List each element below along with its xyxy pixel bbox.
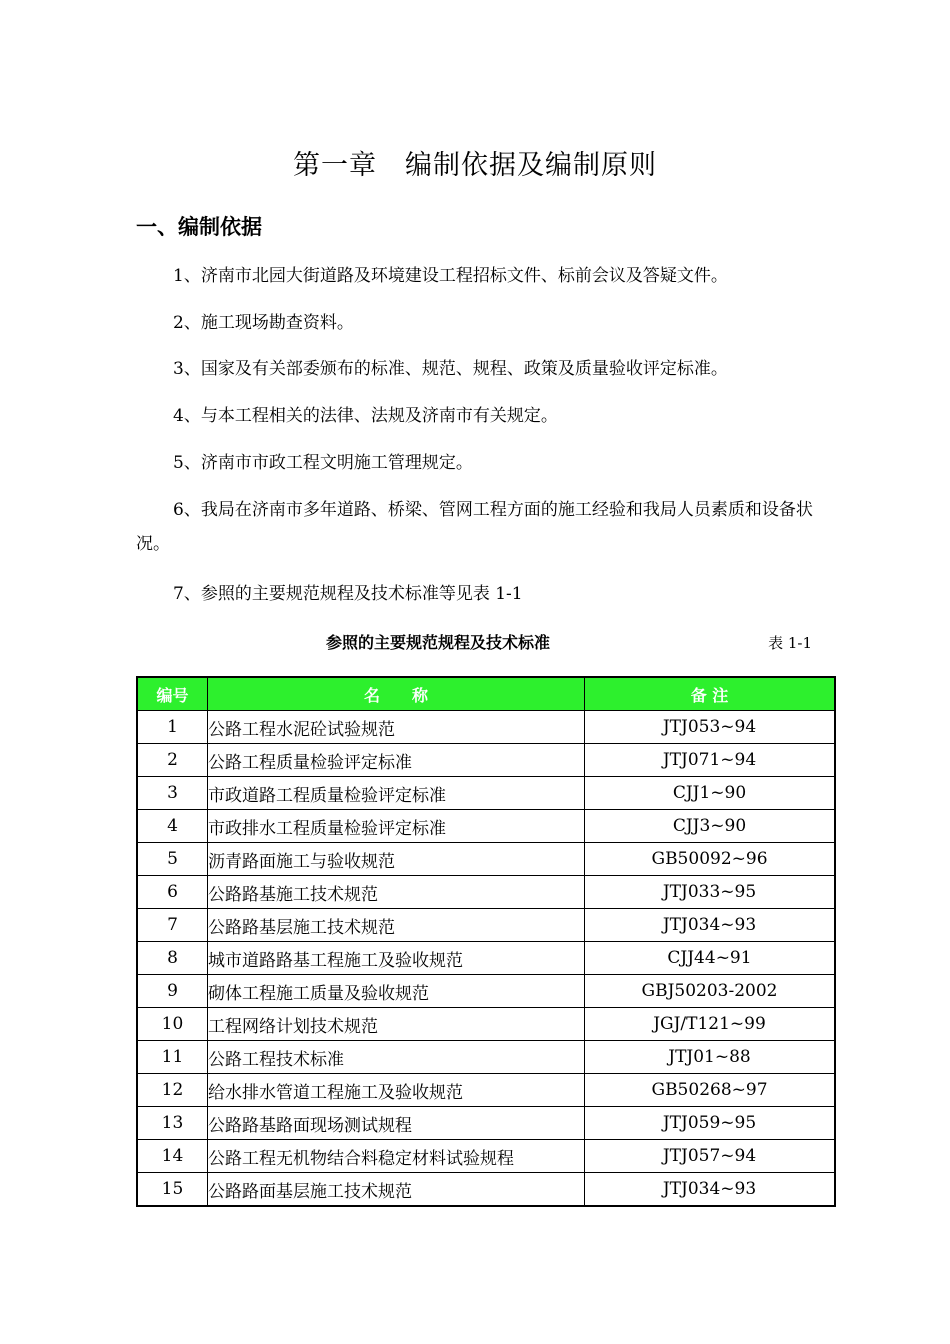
paragraph-6: 6、我局在济南市多年道路、桥梁、管网工程方面的施工经验和我局人员素质和设备状况。 bbox=[136, 500, 813, 554]
row-name: 市政道路工程质量检验评定标准 bbox=[208, 777, 585, 810]
header-name: 名 称 bbox=[208, 677, 585, 711]
table-row bbox=[137, 1008, 835, 1041]
row-name: 沥青路面施工与验收规范 bbox=[208, 843, 585, 876]
row-no: 15 bbox=[137, 1173, 208, 1207]
row-name: 公路路基路面现场测试规程 bbox=[208, 1107, 585, 1140]
table-header-row bbox=[137, 677, 835, 711]
row-no: 14 bbox=[137, 1140, 208, 1173]
table-row bbox=[137, 909, 835, 942]
table-row bbox=[137, 810, 835, 843]
row-no: 10 bbox=[137, 1008, 208, 1041]
row-note: JTJ071~94 bbox=[585, 744, 836, 777]
table-row bbox=[137, 1140, 835, 1173]
row-name: 公路路基层施工技术规范 bbox=[208, 909, 585, 942]
row-name: 公路工程技术标准 bbox=[208, 1041, 585, 1074]
row-note: JTJ059~95 bbox=[585, 1107, 836, 1140]
table-body bbox=[137, 711, 835, 1207]
row-name: 公路路基施工技术规范 bbox=[208, 876, 585, 909]
row-name: 市政排水工程质量检验评定标准 bbox=[208, 810, 585, 843]
paragraph-3: 3、国家及有关部委颁布的标准、规范、规程、政策及质量验收评定标准。 bbox=[173, 359, 728, 379]
row-note: JGJ/T121~99 bbox=[585, 1008, 836, 1041]
row-no: 4 bbox=[137, 810, 208, 843]
row-no: 11 bbox=[137, 1041, 208, 1074]
row-no: 9 bbox=[137, 975, 208, 1008]
table-row bbox=[137, 975, 835, 1008]
row-name: 公路工程质量检验评定标准 bbox=[208, 744, 585, 777]
row-name: 城市道路路基工程施工及验收规范 bbox=[208, 942, 585, 975]
table-row bbox=[137, 942, 835, 975]
table-row bbox=[137, 876, 835, 909]
row-name: 给水排水管道工程施工及验收规范 bbox=[208, 1074, 585, 1107]
row-name: 工程网络计划技术规范 bbox=[208, 1008, 585, 1041]
chapter-title: 第一章 编制依据及编制原则 bbox=[293, 150, 657, 181]
table-row bbox=[137, 1173, 835, 1207]
table-row bbox=[137, 843, 835, 876]
paragraph-2: 2、施工现场勘查资料。 bbox=[173, 313, 354, 333]
row-no: 5 bbox=[137, 843, 208, 876]
row-no: 6 bbox=[137, 876, 208, 909]
paragraph-5: 5、济南市市政工程文明施工管理规定。 bbox=[173, 453, 473, 473]
table-row bbox=[137, 711, 835, 744]
table-row bbox=[137, 744, 835, 777]
paragraph-1: 1、济南市北园大街道路及环境建设工程招标文件、标前会议及答疑文件。 bbox=[173, 266, 728, 286]
table-caption-title: 参照的主要规范规程及技术标准 bbox=[326, 633, 551, 652]
table-row bbox=[137, 1041, 835, 1074]
table-row bbox=[137, 1074, 835, 1107]
row-name: 公路工程水泥砼试验规范 bbox=[208, 711, 585, 744]
row-no: 2 bbox=[137, 744, 208, 777]
table-number: 表 1-1 bbox=[768, 634, 812, 652]
row-note: JTJ01~88 bbox=[585, 1041, 836, 1074]
header-note: 备 注 bbox=[585, 677, 836, 711]
row-note: JTJ057~94 bbox=[585, 1140, 836, 1173]
table-caption bbox=[136, 630, 836, 652]
row-note: GB50092~96 bbox=[585, 843, 836, 876]
section-heading: 一、编制依据 bbox=[136, 215, 262, 239]
row-note: JTJ033~95 bbox=[585, 876, 836, 909]
row-note: JTJ034~93 bbox=[585, 909, 836, 942]
row-note: CJJ3~90 bbox=[585, 810, 836, 843]
row-name: 公路路面基层施工技术规范 bbox=[208, 1173, 585, 1207]
row-no: 1 bbox=[137, 711, 208, 744]
row-note: JTJ034~93 bbox=[585, 1173, 836, 1207]
row-note: CJJ1~90 bbox=[585, 777, 836, 810]
row-name: 公路工程无机物结合料稳定材料试验规程 bbox=[208, 1140, 585, 1173]
row-note: GBJ50203-2002 bbox=[585, 975, 836, 1008]
paragraph-7: 7、参照的主要规范规程及技术标准等见表 1-1 bbox=[173, 584, 523, 604]
row-name: 砌体工程施工质量及验收规范 bbox=[208, 975, 585, 1008]
table-row bbox=[137, 777, 835, 810]
row-note: GB50268~97 bbox=[585, 1074, 836, 1107]
paragraph-4: 4、与本工程相关的法律、法规及济南市有关规定。 bbox=[173, 406, 558, 426]
row-no: 12 bbox=[137, 1074, 208, 1107]
header-no: 编号 bbox=[137, 677, 208, 711]
row-no: 8 bbox=[137, 942, 208, 975]
row-no: 7 bbox=[137, 909, 208, 942]
table-row bbox=[137, 1107, 835, 1140]
row-note: CJJ44~91 bbox=[585, 942, 836, 975]
row-no: 3 bbox=[137, 777, 208, 810]
row-no: 13 bbox=[137, 1107, 208, 1140]
standards-table bbox=[136, 676, 836, 1207]
row-note: JTJ053~94 bbox=[585, 711, 836, 744]
